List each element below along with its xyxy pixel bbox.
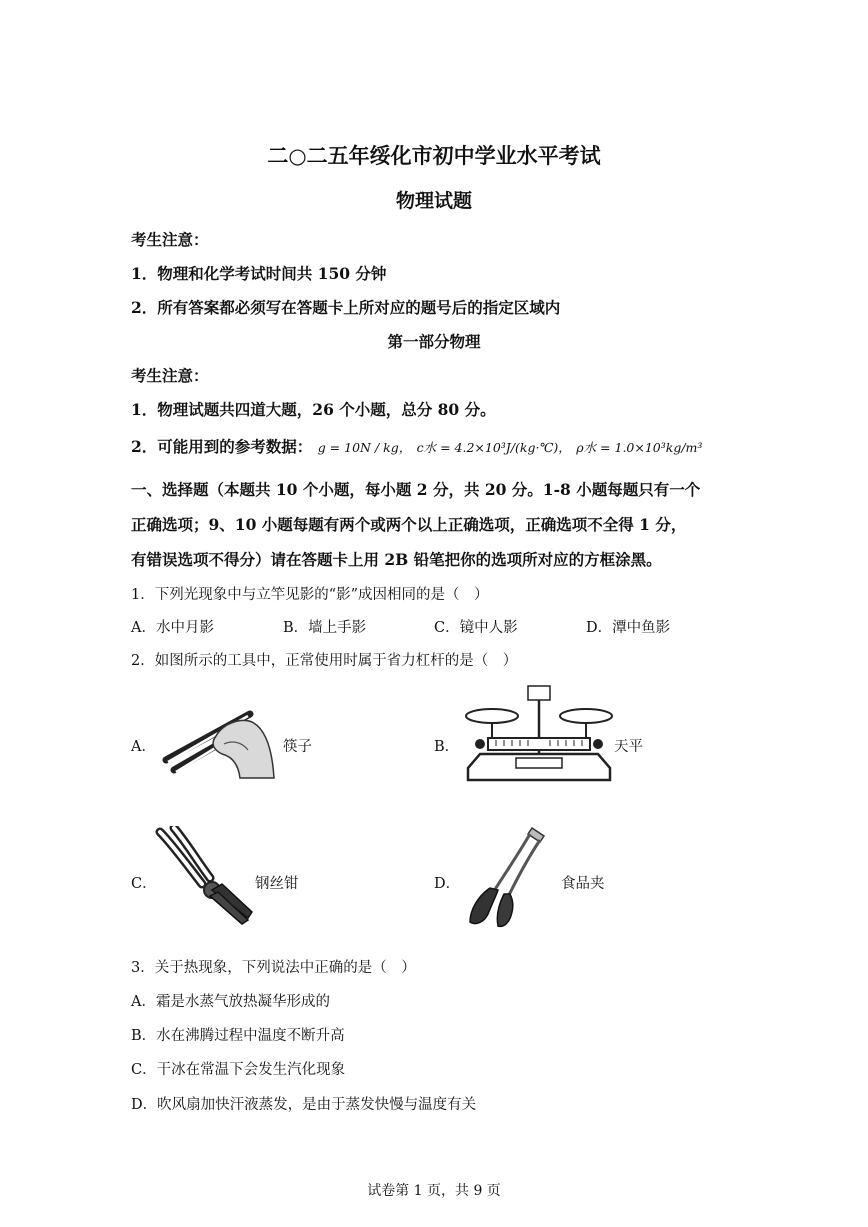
q2-option-a-label: 筷子 — [283, 739, 312, 755]
notice-item: 1．物理试题共四道大题，26 个小题，总分 80 分。 — [131, 400, 496, 419]
exam-title: 二○二五年绥化市初中学业水平考试 — [267, 143, 601, 168]
q2-option-b[interactable]: B． — [434, 739, 460, 755]
q1-option-a[interactable]: A．水中月影 — [131, 620, 214, 636]
q3-option-c[interactable]: C．干冰在常温下会发生汽化现象 — [131, 1062, 346, 1078]
formula-g: g = 10N / kg， — [317, 440, 412, 455]
question-stem: 3．关于热现象，下列说法中正确的是（ ） — [131, 960, 416, 976]
q2-option-b-label: 天平 — [614, 739, 643, 755]
part-title: 第一部分物理 — [387, 332, 481, 351]
section-header-line: 正确选项；9、10 小题每题有两个或两个以上正确选项，正确选项不全得 1 分， — [131, 515, 687, 534]
q2-option-c[interactable]: C． — [131, 876, 157, 892]
q3-option-a[interactable]: A．霜是水蒸气放热凝华形成的 — [131, 994, 330, 1010]
q2-option-d[interactable]: D． — [434, 876, 461, 892]
balance-scale-icon — [462, 684, 616, 796]
section-header-line: 一、选择题（本题共 10 个小题，每小题 2 分，共 20 分。1-8 小题每题只有一个 — [131, 480, 701, 499]
q3-option-b[interactable]: B．水在沸腾过程中温度不断升高 — [131, 1028, 345, 1044]
formula-c: c水 = 4.2×10³J/(kg·℃)， — [416, 440, 571, 455]
notice-item-formulas — [131, 435, 702, 457]
page-footer: 试卷第 1 页，共 9 页 — [367, 1183, 501, 1199]
q2-option-d-label: 食品夹 — [561, 876, 605, 892]
notice-item: 1．物理和化学考试时间共 150 分钟 — [131, 264, 387, 283]
food-tongs-icon — [458, 822, 552, 930]
q1-option-c[interactable]: C．镜中人影 — [434, 620, 518, 636]
pliers-icon — [152, 826, 258, 926]
formula-rho: ρ水 = 1.0×10³kg/m³ — [576, 440, 703, 455]
section-header-line: 有错误选项不得分）请在答题卡上用 2B 铅笔把你的选项所对应的方框涂黑。 — [131, 550, 662, 569]
q2-option-a[interactable]: A． — [131, 739, 156, 755]
q3-option-d[interactable]: D．吹风扇加快汗液蒸发，是由于蒸发快慢与温度有关 — [131, 1097, 477, 1113]
notice-item: 2．所有答案都必须写在答题卡上所对应的题号后的指定区域内 — [131, 298, 561, 317]
formula-label: 2．可能用到的参考数据： — [131, 437, 313, 456]
question-stem: 1．下列光现象中与立竿见影的“影”成因相同的是（ ） — [131, 587, 489, 603]
q1-option-b[interactable]: B．墙上手影 — [283, 620, 367, 636]
question-stem: 2．如图所示的工具中，正常使用时属于省力杠杆的是（ ） — [131, 653, 518, 669]
exam-subtitle: 物理试题 — [395, 190, 472, 212]
q2-option-c-label: 钢丝钳 — [255, 876, 299, 892]
notice-label: 考生注意： — [131, 366, 209, 385]
q1-option-d[interactable]: D．潭中鱼影 — [586, 620, 671, 636]
notice-label: 考生注意： — [131, 230, 209, 249]
chopsticks-icon — [158, 700, 278, 782]
